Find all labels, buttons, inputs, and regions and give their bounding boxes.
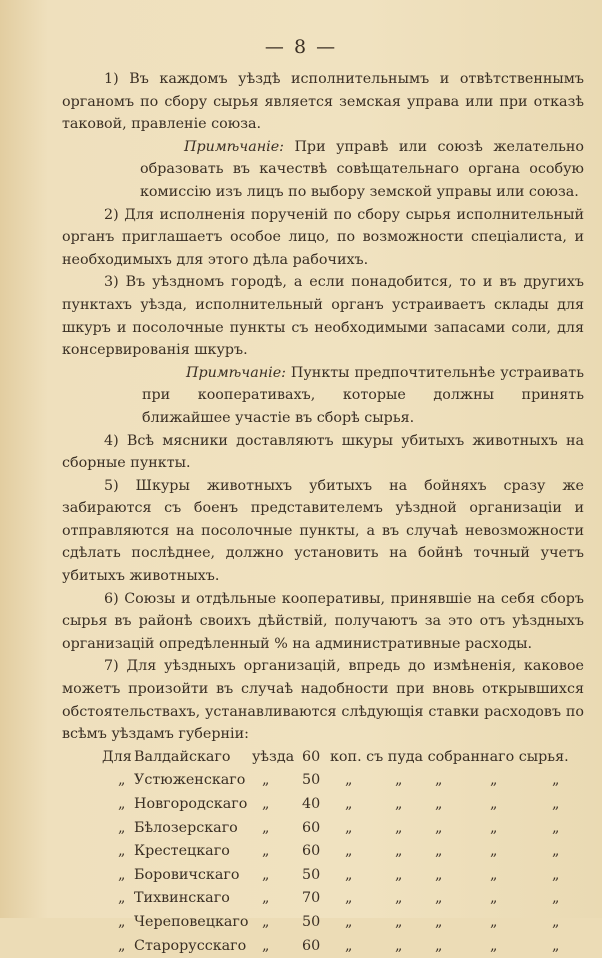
note-1-label: Примѣчаніе: — [184, 138, 284, 155]
ditto-mark: „ — [552, 819, 560, 836]
ditto-mark: „ — [490, 913, 498, 930]
rate-value: 40 — [302, 796, 321, 812]
rates-row — [62, 769, 584, 793]
ditto-mark: „ — [262, 819, 270, 836]
rate-value: 60 — [302, 819, 321, 836]
ditto-mark: „ — [262, 843, 270, 860]
ditto-mark: „ — [345, 866, 353, 883]
rate-value: 60 — [302, 843, 321, 860]
ditto-mark: „ — [552, 937, 560, 954]
ditto-mark: „ — [262, 772, 270, 789]
page-number: — 8 — — [264, 36, 338, 58]
paragraph-1: 1) Въ каждомъ уѣздѣ исполнительнымъ и отвѣтственнымъ органомъ по сбору сырья является земская управа или при отказѣ таковой, правленіе союза. — [62, 71, 584, 133]
rates-table — [62, 746, 584, 958]
ditto-mark: „ — [118, 772, 126, 789]
ditto-mark: „ — [552, 913, 560, 930]
rates-rows — [62, 769, 584, 958]
rates-row — [62, 793, 584, 817]
rates-row — [62, 840, 584, 864]
rates-row — [62, 935, 584, 958]
rates-row — [62, 911, 584, 935]
district-name: Старорусскаго — [134, 937, 247, 954]
paragraph-5: 5) Шкуры животныхъ убитыхъ на бойняхъ сразу же забираются съ боенъ представителемъ уѣздной организаціи и отправляются на посолочные пункты, а въ случаѣ невозможности сдѣлать послѣднее, должно установить на бойнѣ точный учетъ убитыхъ животныхъ. — [62, 477, 584, 585]
ditto-mark: „ — [395, 819, 403, 836]
note-2-label: Примѣчаніе: — [186, 364, 286, 381]
ditto-mark: „ — [118, 796, 126, 812]
ditto-mark: „ — [345, 937, 353, 954]
paragraph-3: 3) Въ уѣздномъ городѣ, а если понадобится, то и въ другихъ пунктахъ уѣзда, исполнительный органъ устраиваетъ склады для шкуръ и посолочные пункты съ необходимыми запасами соли, для консервированія шкуръ. — [62, 274, 584, 359]
rates-row — [62, 817, 584, 841]
ditto-mark: „ — [435, 866, 443, 883]
district-label: уѣзда — [252, 748, 295, 765]
district-name: Устюженскаго — [134, 772, 246, 789]
ditto-mark: „ — [118, 913, 126, 930]
document-body — [62, 68, 584, 958]
note-1-text: При управѣ или союзѣ желательно образовать въ качествѣ совѣщательнаго органа особую комиссію изъ лицъ по выбору земской управы или союза. — [140, 138, 584, 200]
ditto-mark: „ — [552, 890, 560, 907]
rate-value: 50 — [302, 913, 321, 930]
ditto-mark: „ — [490, 772, 498, 789]
ditto-mark: „ — [395, 866, 403, 883]
district-name: Бѣлозерскаго — [134, 819, 238, 836]
district-name: Новгородскаго — [134, 796, 248, 812]
ditto-mark: „ — [435, 843, 443, 860]
note-1 — [140, 136, 584, 204]
ditto-mark: „ — [118, 937, 126, 954]
ditto-mark: „ — [490, 866, 498, 883]
note-2-text: Пункты предпочтительнѣе устраивать при кооперативахъ, которые должны принять ближайшее участіе въ сборѣ сырья. — [142, 364, 584, 426]
rate-value: 70 — [302, 890, 321, 907]
ditto-mark: „ — [552, 796, 560, 812]
rate-value: 60 — [302, 937, 321, 954]
ditto-mark: „ — [345, 819, 353, 836]
district-name: Крестецкаго — [134, 843, 230, 860]
ditto-mark: „ — [435, 937, 443, 954]
district-name: Валдайскаго — [134, 748, 231, 765]
ditto-mark: „ — [552, 866, 560, 883]
ditto-mark: „ — [118, 819, 126, 836]
district-name: Боровичскаго — [134, 866, 240, 883]
paragraph-2: 2) Для исполненія порученій по сбору сырья исполнительный органъ приглашаетъ особое лицо, по возможности спеціалиста, и необходимыхъ для этого дѣла рабочихъ. — [62, 206, 584, 268]
paragraph-7: 7) Для уѣздныхъ организацій, впредь до измѣненія, каковое можетъ произойти въ случаѣ надобности при вновь открывшихся обстоятельствахъ, устанавливаются слѣдующія ставки расходовъ по всѣмъ уѣздамъ губерніи: — [62, 658, 584, 743]
ditto-mark: „ — [490, 843, 498, 860]
rate-value: 50 — [302, 772, 321, 789]
ditto-mark: „ — [262, 796, 270, 812]
ditto-mark: „ — [118, 866, 126, 883]
ditto-mark: „ — [435, 796, 443, 812]
rates-row — [62, 864, 584, 888]
paragraph-6: 6) Союзы и отдѣльные кооперативы, принявшіе на себя сборъ сырья въ районѣ своихъ дѣйствій, получаютъ за это отъ уѣздныхъ организацій опредѣленный % на административные расходы. — [62, 590, 584, 652]
ditto-mark: „ — [118, 843, 126, 860]
ditto-mark: „ — [435, 890, 443, 907]
ditto-mark: „ — [262, 937, 270, 954]
district-name: Тихвинскаго — [134, 890, 230, 907]
note-2 — [142, 362, 584, 430]
ditto-mark: „ — [490, 796, 498, 812]
ditto-mark: „ — [262, 890, 270, 907]
ditto-mark: „ — [395, 772, 403, 789]
rates-row — [62, 887, 584, 911]
rate-unit: коп. съ пуда собраннаго сырья. — [330, 748, 569, 765]
ditto-mark: „ — [490, 890, 498, 907]
ditto-mark: „ — [345, 890, 353, 907]
ditto-mark: „ — [345, 843, 353, 860]
rates-row-first — [62, 746, 584, 770]
ditto-mark: „ — [395, 890, 403, 907]
ditto-mark: „ — [395, 796, 403, 812]
ditto-mark: „ — [435, 819, 443, 836]
ditto-mark: „ — [435, 772, 443, 789]
ditto-mark: „ — [345, 913, 353, 930]
rate-value: 60 — [302, 748, 321, 765]
ditto-mark: „ — [345, 796, 353, 812]
ditto-mark: „ — [395, 843, 403, 860]
rates-prefix: Для — [102, 748, 132, 765]
ditto-mark: „ — [490, 937, 498, 954]
ditto-mark: „ — [262, 866, 270, 883]
paragraph-4: 4) Всѣ мясники доставляютъ шкуры убитыхъ животныхъ на сборные пункты. — [62, 432, 584, 472]
ditto-mark: „ — [395, 913, 403, 930]
ditto-mark: „ — [552, 772, 560, 789]
district-name: Череповецкаго — [134, 913, 249, 930]
ditto-mark: „ — [552, 843, 560, 860]
ditto-mark: „ — [345, 772, 353, 789]
rate-value: 50 — [302, 866, 321, 883]
ditto-mark: „ — [395, 937, 403, 954]
ditto-mark: „ — [262, 913, 270, 930]
ditto-mark: „ — [435, 913, 443, 930]
ditto-mark: „ — [118, 890, 126, 907]
ditto-mark: „ — [490, 819, 498, 836]
